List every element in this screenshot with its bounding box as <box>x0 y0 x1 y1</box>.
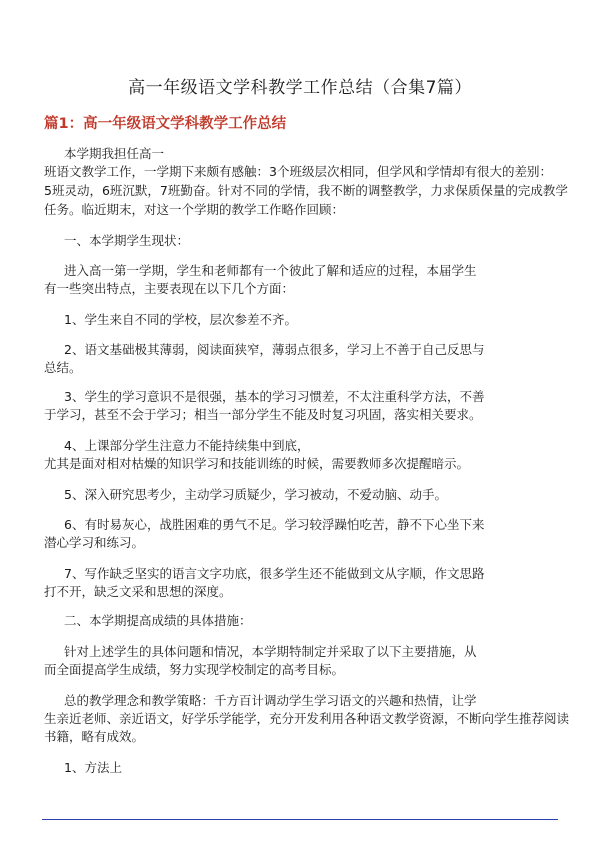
paragraph-line: 总结。 <box>44 360 82 375</box>
paragraph-line: 打不开，缺乏文采和思想的深度。 <box>44 584 232 599</box>
paragraph-line: 7、写作缺乏坚实的语言文字功底，很多学生还不能做到文从字顺，作文思路 <box>64 566 485 581</box>
footer-divider <box>42 819 558 820</box>
paragraph-line: 1、学生来自不同的学校，层次参差不齐。 <box>64 312 297 327</box>
paragraph-line: 而全面提高学生成绩，努力实现学校制定的高考目标。 <box>44 662 345 677</box>
paragraph-line: 生亲近老师、亲近语文，好学乐学能学，充分开发利用各种语文教学资源，不断向学生推荐阅读 <box>44 711 570 726</box>
paragraph-line: 班语文教学工作，一学期下来颇有感触：3个班级层次相同，但学风和学情却有很大的差别： <box>44 164 552 179</box>
paragraph-line: 针对上述学生的具体问题和情况，本学期特制定并采取了以下主要措施，从 <box>64 644 477 659</box>
paragraph-line: 4、上课部分学生注意力不能持续集中到底， <box>64 438 310 453</box>
paragraph-line: 3、学生的学习意识不是很强，基本的学习习惯差，不太注重科学方法，不善 <box>64 389 485 404</box>
paragraph-line: 2、语文基础极其薄弱，阅读面狭窄，薄弱点很多，学习上不善于自己反思与 <box>64 342 485 357</box>
paragraph-line: 5、深入研究思考少，主动学习质疑少，学习被动，不爱动脑、动手。 <box>64 487 447 502</box>
paragraph-line: 总的教学理念和教学策略：千方百计调动学生学习语文的兴趣和热情，让学 <box>64 693 477 708</box>
section-heading: 篇1：高一年级语文学科教学工作总结 <box>44 116 287 132</box>
paragraph-line: 6、有时易灰心，战胜困难的勇气不足。学习较浮躁怕吃苦，静不下心坐下来 <box>64 517 485 532</box>
paragraph-line: 于学习，甚至不会于学习；相当一部分学生不能及时复习巩固，落实相关要求。 <box>44 407 482 422</box>
paragraph-line: 潜心学习和练习。 <box>44 535 145 550</box>
paragraph-line: 5班灵动，6班沉默，7班勤奋。针对不同的学情，我不断的调整教学，力求保质保量的完成教学 <box>44 183 568 198</box>
document-title: 高一年级语文学科教学工作总结（合集7篇） <box>128 78 472 98</box>
paragraph-line: 本学期我担任高一 <box>64 146 165 161</box>
paragraph-line: 任务。临近期末，对这一个学期的教学工作略作回顾： <box>44 202 345 217</box>
paragraph-line: 有一些突出特点，主要表现在以下几个方面： <box>44 281 295 296</box>
paragraph-line: 1、方法上 <box>64 760 122 775</box>
paragraph-line: 二、本学期提高成绩的具体措施： <box>64 613 252 628</box>
paragraph-line: 书籍，略有成效。 <box>44 729 145 744</box>
paragraph-line: 一、本学期学生现状： <box>64 233 190 248</box>
paragraph-line: 进入高一第一学期，学生和老师都有一个彼此了解和适应的过程，本届学生 <box>64 263 477 278</box>
paragraph-line: 尤其是面对相对枯燥的知识学习和技能训练的时候，需要教师多次提醒暗示。 <box>44 456 470 471</box>
